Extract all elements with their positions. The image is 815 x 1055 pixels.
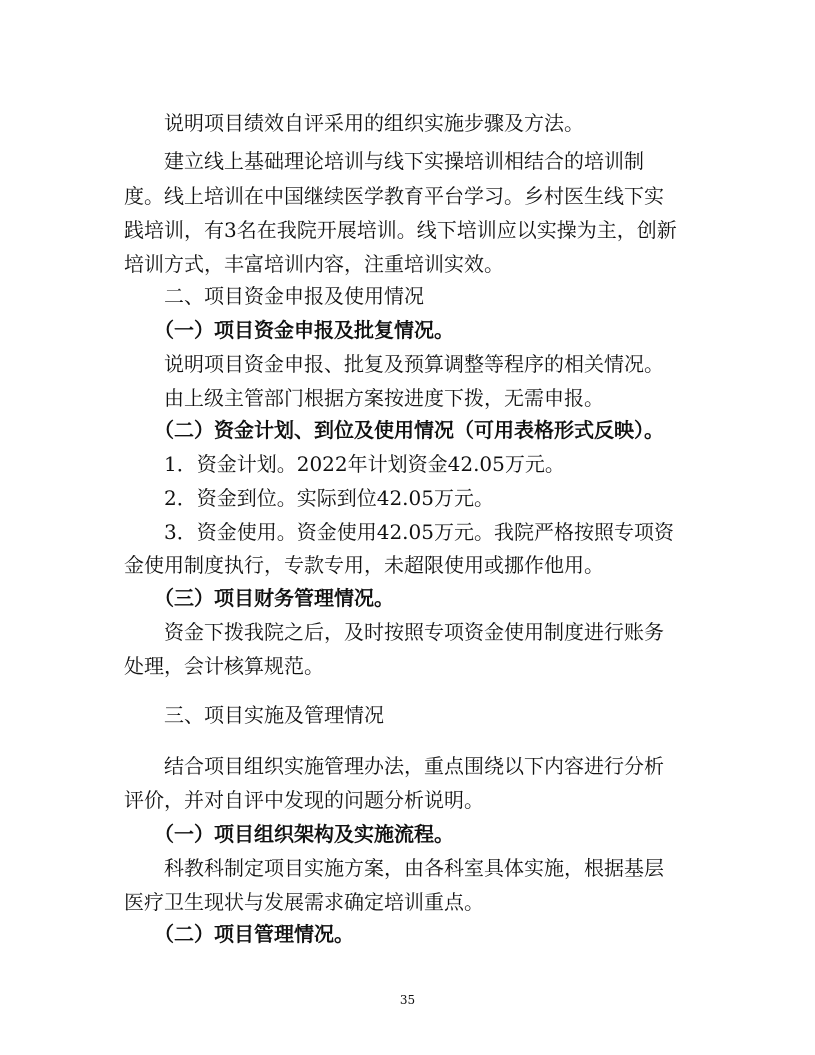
body-text-line: 处理，会计核算规范。 [124, 654, 324, 678]
body-text-line: 结合项目组织实施管理办法，重点围绕以下内容进行分析 [164, 754, 664, 778]
section-heading: 二、项目资金申报及使用情况 [164, 284, 424, 308]
body-text-line: 说明项目资金申报、批复及预算调整等程序的相关情况。 [164, 352, 664, 376]
subsection-heading: （一）项目资金申报及批复情况。 [154, 318, 454, 342]
subsection-heading: （三）项目财务管理情况。 [154, 586, 394, 610]
body-text-line: 2．资金到位。实际到位42.05万元。 [164, 486, 494, 510]
body-text-line: 由上级主管部门根据方案按进度下拨，无需申报。 [164, 386, 604, 410]
body-text-line: 3．资金使用。资金使用42.05万元。我院严格按照专项资 [164, 520, 674, 544]
subsection-heading: （二）项目管理情况。 [154, 922, 354, 946]
body-text-line: 度。线上培训在中国继续医学教育平台学习。乡村医生线下实 [124, 184, 664, 208]
body-text-line: 评价，并对自评中发现的问题分析说明。 [124, 788, 484, 812]
body-text-line: 1．资金计划。2022年计划资金42.05万元。 [164, 452, 565, 476]
body-text-line: 资金下拨我院之后，及时按照专项资金使用制度进行账务 [164, 620, 664, 644]
page-number: 35 [399, 993, 416, 1007]
body-text-line: 金使用制度执行，专款专用，未超限使用或挪作他用。 [124, 553, 604, 577]
body-text-line: 建立线上基础理论培训与线下实操培训相结合的培训制 [164, 149, 644, 173]
body-text-line: 说明项目绩效自评采用的组织实施步骤及方法。 [164, 111, 584, 135]
section-heading: 三、项目实施及管理情况 [164, 703, 384, 727]
subsection-heading: （二）资金计划、到位及使用情况（可用表格形式反映）。 [154, 418, 664, 442]
subsection-heading: （一）项目组织架构及实施流程。 [154, 822, 454, 846]
body-text-line: 医疗卫生现状与发展需求确定培训重点。 [124, 890, 484, 914]
body-text-line: 科教科制定项目实施方案，由各科室具体实施，根据基层 [164, 856, 664, 880]
body-text-line: 践培训，有3名在我院开展培训。线下培训应以实操为主，创新 [124, 218, 677, 242]
body-text-line: 培训方式，丰富培训内容，注重培训实效。 [124, 252, 504, 276]
